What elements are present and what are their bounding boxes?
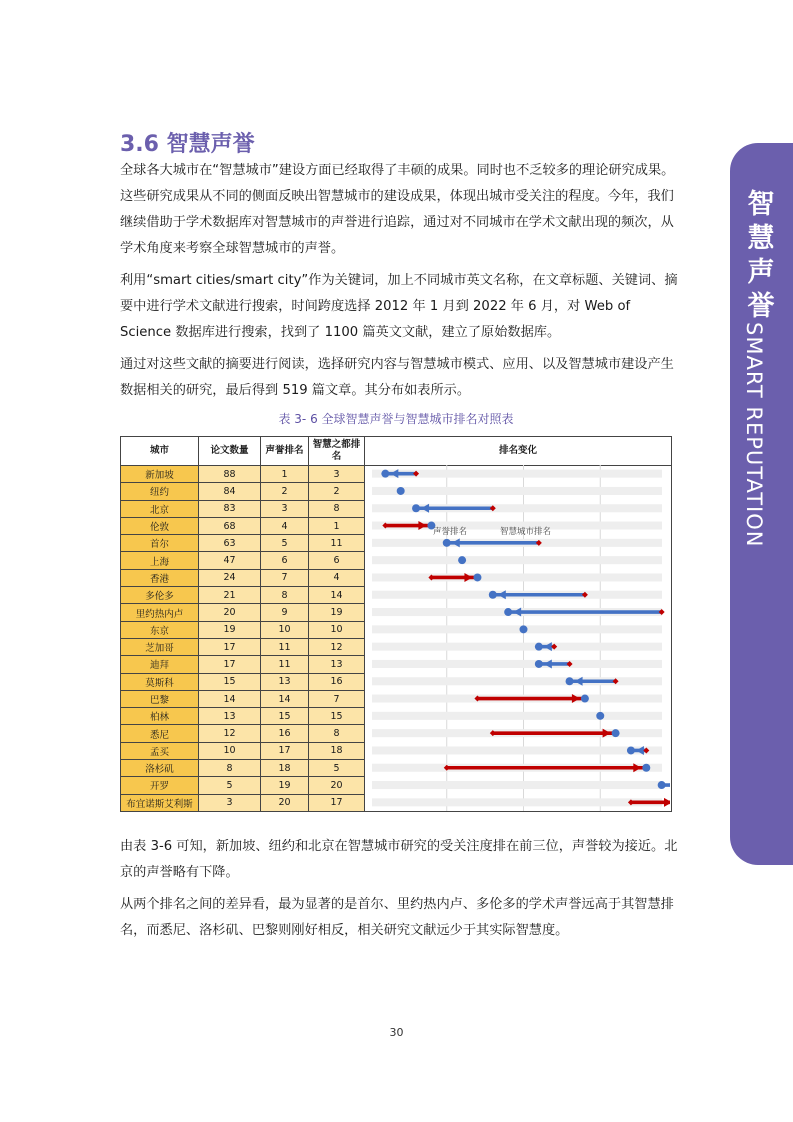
city-cell: 新加坡 [121,466,199,483]
reputation-rank-cell: 11 [261,638,309,655]
row-track [372,746,662,754]
papers-cell: 15 [199,673,261,690]
reputation-rank-dot [627,746,635,754]
smart-rank-cell: 4 [309,569,365,586]
city-cell: 首尔 [121,535,199,552]
smart-rank-cell: 12 [309,638,365,655]
row-track [372,643,662,651]
smart-rank-cell: 13 [309,656,365,673]
row-track [372,781,662,789]
reputation-rank-cell: 15 [261,708,309,725]
paragraph-intro: 全球各大城市在“智慧城市”建设方面已经取得了丰硕的成果。同时也不乏较多的理论研究成果。这些研究成果从不同的侧面反映出智慧城市的建设成果，体现出城市受关注的程度。今年，我们继续借助于学术数据库对智慧城市的声誉进行追踪，通过对不同城市在学术文献出现的频次，从学术角度来考察全球智慧城市的声誉。 [120,163,675,256]
paragraph-selection: 通过对这些文献的摘要进行阅读，选择研究内容与智慧城市模式、应用、以及智慧城市建设产生数据相关的研究，最后得到 519 篇文章。其分布如表所示。 [120,357,674,398]
reputation-rank-dot [535,643,543,651]
smart-rank-cell: 7 [309,690,365,707]
city-cell: 开罗 [121,777,199,794]
reputation-rank-cell: 3 [261,500,309,517]
row-track [372,660,662,668]
row-track [372,573,662,581]
smart-rank-cell: 1 [309,517,365,534]
reputation-rank-dot [412,504,420,512]
reputation-rank-cell: 17 [261,742,309,759]
side-tab-english: SMART REPUTATION [742,322,766,548]
header-city: 城市 [121,437,199,466]
reputation-rank-cell: 11 [261,656,309,673]
papers-cell: 17 [199,656,261,673]
city-cell: 上海 [121,552,199,569]
reputation-rank-dot [581,695,589,703]
city-cell: 芝加哥 [121,638,199,655]
city-cell: 纽约 [121,483,199,500]
side-tab-chinese: 智慧声誉 [747,189,775,322]
reputation-rank-cell: 14 [261,690,309,707]
smart-rank-cell: 8 [309,725,365,742]
papers-cell: 10 [199,742,261,759]
reputation-rank-dot [504,608,512,616]
papers-cell: 68 [199,517,261,534]
row-track [372,487,662,495]
smart-rank-cell: 11 [309,535,365,552]
paragraph-method: 利用“smart cities/smart city”作为关键词，加上不同城市英文名称，在文章标题、关键词、摘要中进行学术文献进行搜索，时间跨度选择 2012 年 1 月到 2022 年 6 月，对 Web of Science 数据库进行搜索，找到了 1100 篇英文文献，建立了原始数据库。 [120,273,678,340]
smart-rank-cell: 15 [309,708,365,725]
city-cell: 香港 [121,569,199,586]
smart-rank-cell: 17 [309,794,365,811]
city-cell: 多伦多 [121,587,199,604]
legend-smart: 智慧城市排名 [500,527,552,538]
reputation-rank-dot [535,660,543,668]
papers-cell: 21 [199,587,261,604]
reputation-rank-cell: 18 [261,760,309,777]
smart-rank-cell: 18 [309,742,365,759]
city-cell: 巴黎 [121,690,199,707]
reputation-rank-cell: 6 [261,552,309,569]
row-track [372,712,662,720]
papers-cell: 20 [199,604,261,621]
smart-rank-cell: 19 [309,604,365,621]
smart-rank-cell: 14 [309,587,365,604]
city-cell: 布宜诺斯艾利斯 [121,794,199,811]
reputation-rank-dot [397,487,405,495]
reputation-rank-cell: 2 [261,483,309,500]
papers-cell: 8 [199,760,261,777]
row-track [372,625,662,633]
section-title: 3.6 智慧声誉 [120,132,255,157]
reputation-rank-dot [612,729,620,737]
smart-rank-cell: 8 [309,500,365,517]
smart-rank-cell: 3 [309,466,365,483]
reputation-rank-dot [443,539,451,547]
reputation-rank-dot [381,470,389,478]
city-cell: 北京 [121,500,199,517]
reputation-rank-cell: 4 [261,517,309,534]
reputation-rank-dot [596,712,604,720]
reputation-rank-dot [566,677,574,685]
reputation-rank-cell: 10 [261,621,309,638]
papers-cell: 3 [199,794,261,811]
papers-cell: 83 [199,500,261,517]
city-cell: 迪拜 [121,656,199,673]
table-header-row [121,437,672,466]
papers-cell: 19 [199,621,261,638]
reputation-rank-cell: 19 [261,777,309,794]
reputation-rank-cell: 8 [261,587,309,604]
header-smart-rank: 智慧之都排名 [309,437,365,466]
papers-cell: 88 [199,466,261,483]
reputation-rank-cell: 7 [261,569,309,586]
rank-change-arrowhead [664,798,670,807]
header-rank-change: 排名变化 [365,437,672,466]
reputation-rank-cell: 5 [261,535,309,552]
city-cell: 悉尼 [121,725,199,742]
papers-cell: 13 [199,708,261,725]
papers-cell: 14 [199,690,261,707]
header-reputation-rank: 声誉排名 [261,437,309,466]
city-cell: 洛杉矶 [121,760,199,777]
papers-cell: 84 [199,483,261,500]
papers-cell: 63 [199,535,261,552]
reputation-rank-cell: 9 [261,604,309,621]
page-number: 30 [389,1026,404,1039]
paragraph-differences: 从两个排名之间的差异看，最为显著的是首尔、里约热内卢、多伦多的学术声誉远高于其智慧排名，而悉尼、洛杉矶、巴黎则刚好相反，相关研究文献远少于其实际智慧度。 [120,897,674,938]
city-cell: 东京 [121,621,199,638]
row-track [372,798,662,806]
smart-rank-cell: 6 [309,552,365,569]
papers-cell: 47 [199,552,261,569]
reputation-rank-dot [642,764,650,772]
rank-change-arrowhead [667,781,670,790]
reputation-rank-dot [458,556,466,564]
legend-reputation: 声誉排名 [433,527,468,538]
smart-rank-cell: 20 [309,777,365,794]
reputation-rank-dot [489,591,497,599]
reputation-rank-cell: 1 [261,466,309,483]
city-cell: 孟买 [121,742,199,759]
city-cell: 柏林 [121,708,199,725]
table-caption: 表 3- 6 全球智慧声誉与智慧城市排名对照表 [278,412,514,426]
reputation-rank-cell: 13 [261,673,309,690]
reputation-rank-cell: 20 [261,794,309,811]
reputation-rank-cell: 16 [261,725,309,742]
smart-rank-cell: 2 [309,483,365,500]
smart-rank-cell: 16 [309,673,365,690]
city-cell: 里约热内卢 [121,604,199,621]
smart-rank-cell: 5 [309,760,365,777]
city-cell: 莫斯科 [121,673,199,690]
header-papers: 论文数量 [199,437,261,466]
rank-change-chart [370,465,670,823]
reputation-rank-dot [658,781,666,789]
papers-cell: 24 [199,569,261,586]
row-track [372,556,662,564]
papers-cell: 12 [199,725,261,742]
paragraph-findings: 由表 3-6 可知，新加坡、纽约和北京在智慧城市研究的受关注度排在前三位，声誉较为接近。北京的声誉略有下降。 [120,839,678,880]
smart-rank-cell: 10 [309,621,365,638]
reputation-rank-dot [520,625,528,633]
reputation-rank-dot [473,573,481,581]
papers-cell: 17 [199,638,261,655]
papers-cell: 5 [199,777,261,794]
city-cell: 伦敦 [121,517,199,534]
